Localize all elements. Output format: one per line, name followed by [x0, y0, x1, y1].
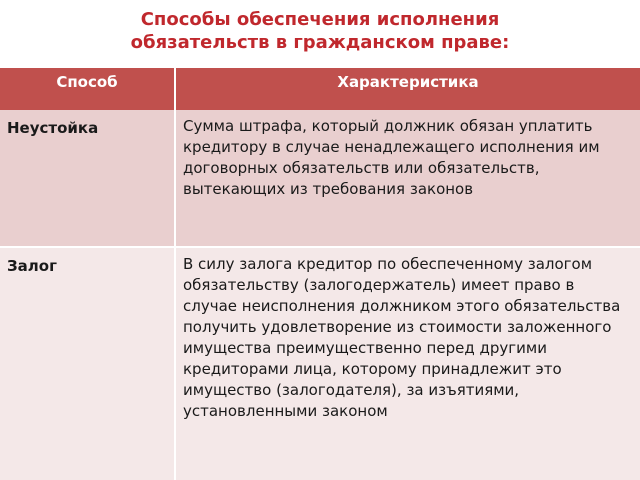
table-header-row — [0, 68, 640, 110]
column-header-characteristic: Характеристика — [175, 68, 640, 110]
title-line-1: Способы обеспечения исполнения — [140, 9, 500, 30]
table-row — [0, 247, 640, 480]
method-name-cell: Неустойка — [0, 110, 175, 247]
method-description-cell: В силу залога кредитор по обеспеченному залогом обязательству (залогодержатель) имеет право в случае неисполнения должником этого обязательства получить удовлетворение из стоимости заложенного имущества преимущественно перед другими кредиторами лица, которому принадлежит это имущество (залогодателя), за изъятиями, установленными законом — [175, 247, 640, 480]
table-row — [0, 110, 640, 247]
column-header-method: Способ — [0, 68, 175, 110]
page-title — [0, 8, 640, 54]
method-name-cell: Залог — [0, 247, 175, 480]
method-description-cell: Сумма штрафа, который должник обязан уплатить кредитору в случае ненадлежащего исполнения им договорных обязательств или обязательств, вытекающих из требования законов — [175, 110, 640, 247]
title-line-2: обязательств в гражданском праве: — [130, 32, 510, 53]
methods-table — [0, 68, 640, 480]
